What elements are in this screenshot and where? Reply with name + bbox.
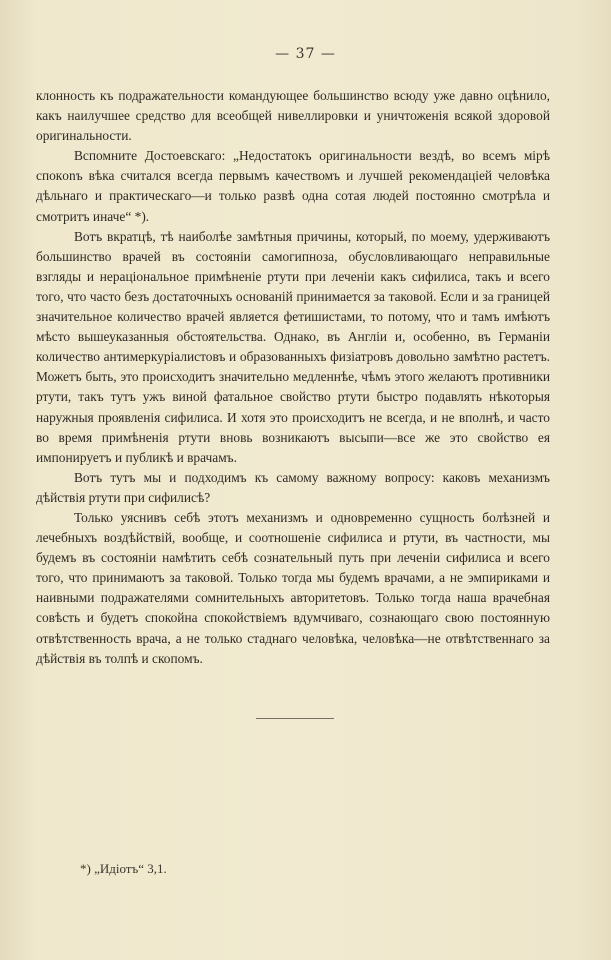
paragraph-causes: Вотъ вкратцѣ, тѣ наиболѣе замѣтныя причины, который, по моему, удерживаютъ большинство врачей въ состояніи самогипноза, обусловливающаго неправильные взгляды и нераціональное примѣненіе ртути при леченіи какъ сифилиса, такъ и всего того, что часто безъ достаточныхъ основаній принимается за таковой. Если и за границей значительное количество врачей является фетишистами, то потому, что и тамъ имѣютъ мѣсто вышеуказанныя обстоятельства. Однако, въ Англіи и, особенно, въ Германіи количество антимеркуріалистовъ и образованныхъ физіатровъ довольно замѣтно растетъ. Можетъ быть, это происходитъ значительно медленнѣе, чѣмъ этого желаютъ противники ртути, такъ тутъ ужъ виной фатальное свойство ртути быстро подавлять нѣкоторыя наружныя проявленія сифилиса. И хотя это происходитъ не всегда, и не вполнѣ, и часто во время примѣненія ртути вновь возникаютъ высыпи—все же это свойство ея импонируетъ и публикѣ и врачамъ. [36,228,550,465]
paragraph-conclusion: Только уяснивъ себѣ этотъ механизмъ и одновременно сущность болѣзней и лечебныхъ воздѣйствій, вообще, и соотношеніе сифилиса и ртути, въ частности, мы будемъ въ состояніи намѣтить себѣ сознательный путь при леченіи сифилиса и всего того, что принимаютъ за таковой. Только тогда мы будемъ врачами, а не эмпириками и наивными подражателями сомнительныхъ авторитетовъ. Только тогда наша врачебная совѣсть и будетъ спокойна спокойствіемъ вдумчиваго, сознающаго свою постоянную отвѣтственность врача, а не только стаднаго человѣка, человѣка—не отвѣтственнаго за дѣйствія въ толпѣ и скопомъ. [36,509,550,666]
paragraph-dostoevsky-quote: Вспомните Достоевскаго: „Недостатокъ оригинальности вездѣ, во всемъ мірѣ спокonъ вѣка считался всегда первымъ качествомъ и лучшей рекомендаціей человѣка дѣльнаго и практическаго—и только развѣ одна сотая людей постоянно смотрѣла и смотритъ иначе“ *). [36,148,550,224]
footnote: *) „Идіотъ“ 3,1. [80,861,167,876]
paragraph-question: Вотъ тутъ мы и подходимъ къ самому важному вопросу: каковъ механизмъ дѣйствія ртути при сифилисѣ? [36,469,550,505]
page-number: — 37 — [275,46,336,62]
section-divider [256,718,334,719]
body-text [36,86,550,669]
paragraph-continuation: клонность къ подражательности командующее большинство всюду уже давно оцѣнило, какъ наилучшее средство для всеобщей нивеллировки и уничтоженія всякой здоровой оригинальности. [36,88,550,144]
